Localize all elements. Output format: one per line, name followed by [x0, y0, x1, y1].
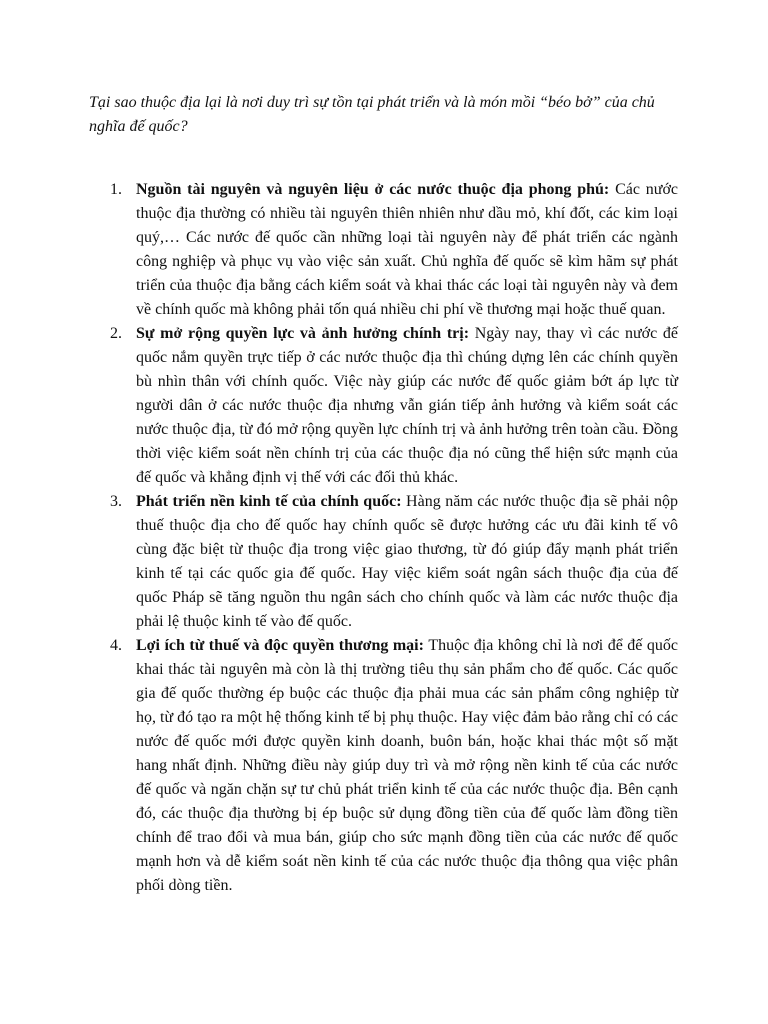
list-item-body: Thuộc địa không chỉ là nơi để đế quốc khai thác tài nguyên mà còn là thị trường tiêu thụ sản phẩm cho đế quốc. Các quốc gia đế quốc thường ép buộc các thuộc địa phải mua các sản phẩm công nghiệp từ họ, từ đó tạo ra một hệ thống kinh tế bị phụ thuộc. Hay việc đảm bảo rằng chỉ có các nước đế quốc mới được quyền kinh doanh, buôn bán, hoặc khai thác một số mặt hang nhất định. Những điều này giúp duy trì và mở rộng nền kinh tế của các nước đế quốc và ngăn chặn sự tư chủ phát triển kinh tế của các nước thuộc địa. Bên cạnh đó, các thuộc địa thường bị ép buộc sử dụng đồng tiền của đế quốc làm đồng tiền chính để trao đổi và mua bán, giúp cho sức mạnh đồng tiền của các nước đế quốc mạnh hơn và dễ kiểm soát nền kinh tế của các nước thuộc địa thông qua việc phân phối dòng tiền. [136, 637, 678, 894]
list-item [110, 322, 678, 490]
list-item-body: Các nước thuộc địa thường có nhiều tài nguyên thiên nhiên như dầu mỏ, khí đốt, các kim loại quý,… Các nước đế quốc cần những loại tài nguyên này để phát triển các ngành công nghiệp và phục vụ vào việc sản xuất. Chủ nghĩa đế quốc sẽ kìm hãm sự phát triển của thuộc địa bằng cách kiểm soát và khai thác các loại tài nguyên này và đem về chính quốc mà không phải tốn quá nhiều chi phí về thương mại hoặc thuế quan. [136, 181, 679, 318]
list-item-heading: Nguồn tài nguyên và nguyên liệu ở các nước thuộc địa phong phú: [136, 181, 616, 198]
list-item [110, 490, 678, 634]
question-text: Tại sao thuộc địa lại là nơi duy trì sự tồn tại phát triển và là món mồi “béo bở” của chủ nghĩa đế quốc? [89, 94, 655, 135]
list-item-number: 4. [110, 637, 122, 654]
list-item-heading: Phát triển nền kinh tế của chính quốc: [136, 493, 407, 510]
list-item-number: 2. [110, 325, 122, 342]
list-item-body: Hàng năm các nước thuộc địa sẽ phải nộp thuế thuộc địa cho đế quốc hay chính quốc sẽ được hưởng các ưu đãi kinh tế vô cùng đặc biệt từ thuộc địa trong việc giao thương, từ đó giúp đẩy mạnh phát triển kinh tế tại các quốc gia đế quốc. Hay việc kiểm soát ngân sách thuộc địa của đế quốc Pháp sẽ tăng nguồn thu ngân sách cho chính quốc và làm các nước thuộc địa phải lệ thuộc kinh tế vào đế quốc. [136, 493, 678, 630]
list-item [110, 634, 678, 898]
list-item-heading: Lợi ích từ thuế và độc quyền thương mại: [136, 637, 429, 654]
list-item-body: Ngày nay, thay vì các nước đế quốc nắm quyền trực tiếp ở các nước thuộc địa thì chúng dựng lên các chính quyền bù nhìn thân với chính quốc. Việc này giúp các nước đế quốc giảm bớt áp lực từ người dân ở các nước thuộc địa nhưng vẫn gián tiếp ảnh hưởng và kiểm soát các nước thuộc địa, từ đó mở rộng quyền lực chính trị và ảnh hưởng trên toàn cầu. Đồng thời việc kiểm soát nền chính trị của các thuộc địa nó cũng thể hiện sức mạnh của đế quốc và khẳng định vị thế với các đối thủ khác. [136, 325, 678, 486]
list-item-number: 1. [110, 181, 122, 198]
list-item-heading: Sự mở rộng quyền lực và ảnh hưởng chính trị: [136, 325, 475, 342]
list-item [110, 178, 679, 322]
list-item-number: 3. [110, 493, 122, 510]
answer-list [110, 178, 679, 898]
